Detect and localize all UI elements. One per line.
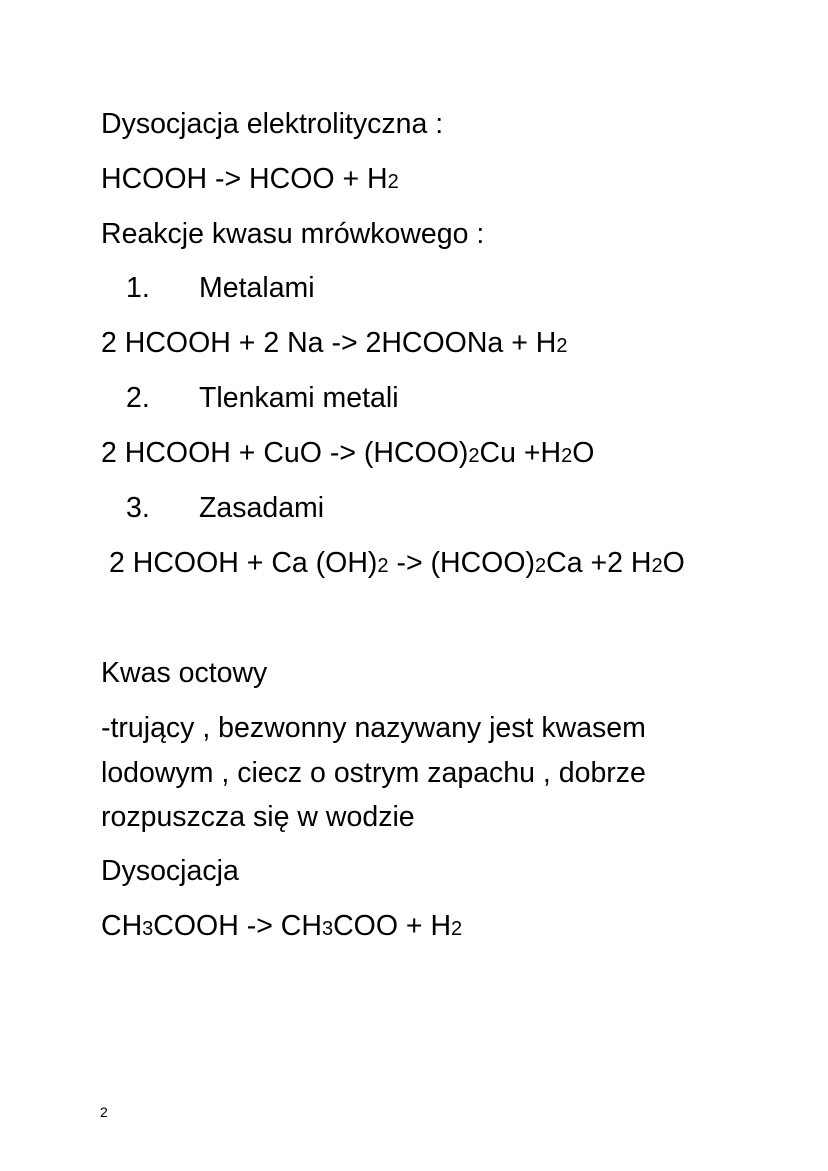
list-item-metal-oxides: 2. Tlenkami metali — [126, 382, 399, 414]
equation-formic-dissociation: HCOOH -> HCOO + H2 — [101, 163, 399, 195]
equation-metals: 2 HCOOH + 2 Na -> 2HCOONa + H2 — [101, 327, 568, 359]
paragraph-line-2: lodowym , ciecz o ostrym zapachu , dobrze — [101, 757, 646, 789]
heading-formic-reactions: Reakcje kwasu mrówkowego : — [101, 218, 485, 250]
heading-acetic-acid: Kwas octowy — [101, 657, 268, 689]
equation-bases: 2 HCOOH + Ca (OH)2 -> (HCOO)2Ca +2 H2O — [109, 547, 685, 579]
equation-acetic-dissociation: CH3COOH -> CH3COO + H2 — [101, 910, 463, 942]
paragraph-line-3: rozpuszcza się w wodzie — [101, 801, 415, 833]
equation-metal-oxides: 2 HCOOH + CuO -> (HCOO)2Cu +H2O — [101, 437, 595, 469]
page-number: 2 — [100, 1104, 108, 1120]
list-item-metals: 1. Metalami — [126, 272, 315, 304]
paragraph-line-1: -trujący , bezwonny nazywany jest kwasem — [101, 712, 646, 744]
list-item-bases: 3. Zasadami — [126, 492, 325, 524]
heading-dissociation: Dysocjacja elektrolityczna : — [101, 108, 444, 140]
heading-acetic-dissociation: Dysocjacja — [101, 855, 239, 887]
